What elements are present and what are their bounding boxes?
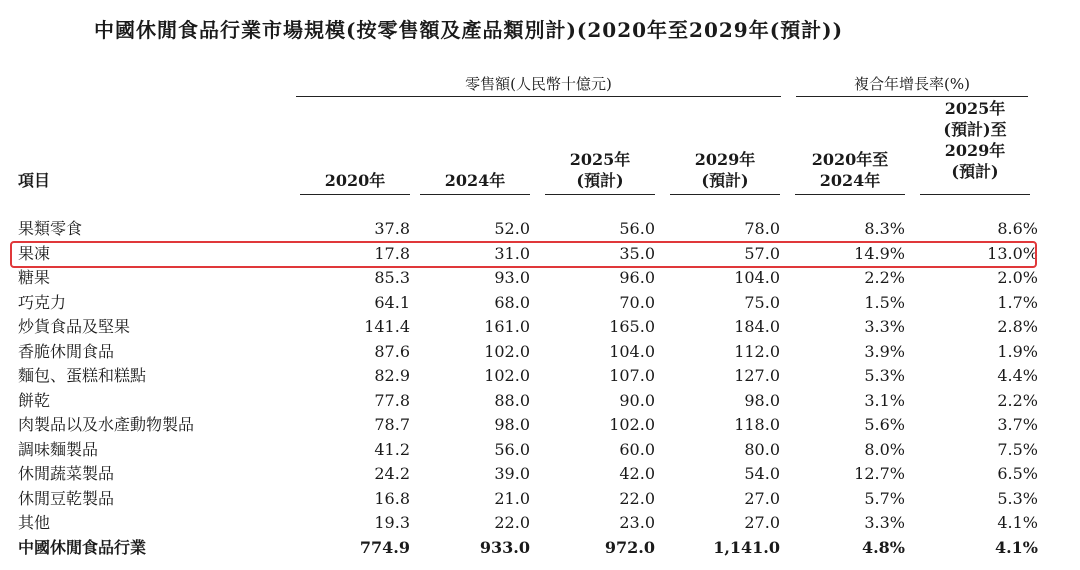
cell-cagr-2020-2024: 14.9% xyxy=(854,243,905,263)
cell-2029: 184.0 xyxy=(734,317,780,336)
column-header-2024: 2024年 xyxy=(444,171,506,190)
column-header-item: 項目 xyxy=(18,171,51,190)
table-row xyxy=(18,389,1038,414)
row-item: 休閒豆乾製品 xyxy=(18,488,115,508)
cell-2029: 78.0 xyxy=(744,219,780,238)
header-group-cagr-rule xyxy=(796,96,1028,97)
header-group-retail-rule xyxy=(296,96,781,97)
cell-2024: 68.0 xyxy=(494,292,530,312)
table-row xyxy=(18,487,1038,512)
header-group-cagr: 複合年增長率(%) xyxy=(854,75,970,93)
cell-cagr-2025-2029: 7.5% xyxy=(997,439,1038,459)
cell-2025: 23.0 xyxy=(619,513,655,532)
table-title: 中國休閒食品行業市場規模(按零售額及產品類別計)(2020年至2029年(預計)) xyxy=(94,18,844,42)
cell-cagr-2025-2029: 13.0% xyxy=(987,243,1038,263)
cell-2020: 41.2 xyxy=(374,439,410,459)
column-header-2029-rule xyxy=(670,194,780,195)
column-header-2029: 2029年 (預計) xyxy=(694,150,756,190)
cell-2024: 93.0 xyxy=(494,268,530,287)
cell-2024: 52.0 xyxy=(494,219,530,238)
cell-2020: 774.9 xyxy=(359,537,410,557)
cell-cagr-2020-2024: 3.9% xyxy=(864,341,905,361)
cell-2029: 118.0 xyxy=(734,415,780,434)
market-size-table xyxy=(18,217,1038,560)
cell-cagr-2020-2024: 4.8% xyxy=(861,537,905,557)
highlighted-row-box xyxy=(10,241,1037,268)
cell-cagr-2020-2024: 5.6% xyxy=(864,415,905,434)
row-item: 巧克力 xyxy=(18,292,67,312)
cell-2020: 78.7 xyxy=(374,415,410,434)
cell-2024: 98.0 xyxy=(494,415,530,434)
column-header-cagr-2025-2029: 2025年 (預計)至 2029年 (預計) xyxy=(943,99,1007,181)
cell-2024: 102.0 xyxy=(484,366,530,385)
cell-2029: 80.0 xyxy=(744,439,780,459)
cell-2025: 22.0 xyxy=(619,488,655,508)
row-item: 其他 xyxy=(18,513,51,532)
cell-2020: 82.9 xyxy=(374,366,410,385)
column-header-cagr-2020-2024-rule xyxy=(795,194,905,195)
table-row xyxy=(18,462,1038,487)
row-item: 麵包、蛋糕和糕點 xyxy=(18,366,147,385)
cell-2029: 1,141.0 xyxy=(713,537,780,557)
cell-2024: 56.0 xyxy=(494,439,530,459)
row-item: 調味麵製品 xyxy=(18,439,99,459)
cell-2020: 17.8 xyxy=(374,243,410,263)
cell-2025: 90.0 xyxy=(619,390,655,410)
cell-cagr-2025-2029: 4.1% xyxy=(994,537,1038,557)
cell-cagr-2020-2024: 5.7% xyxy=(864,488,905,508)
row-item: 肉製品以及水產動物製品 xyxy=(18,415,195,434)
table-row xyxy=(18,266,1038,291)
cell-cagr-2020-2024: 1.5% xyxy=(864,292,905,312)
cell-cagr-2025-2029: 6.5% xyxy=(997,464,1038,483)
cell-cagr-2020-2024: 8.0% xyxy=(864,439,905,459)
row-item: 中國休閒食品行業 xyxy=(18,537,147,557)
cell-2024: 161.0 xyxy=(484,317,530,336)
cell-cagr-2025-2029: 1.7% xyxy=(997,292,1038,312)
cell-cagr-2025-2029: 4.1% xyxy=(997,513,1038,532)
cell-2029: 27.0 xyxy=(744,488,780,508)
cell-2029: 57.0 xyxy=(744,243,780,263)
table-row xyxy=(18,438,1038,463)
cell-2024: 31.0 xyxy=(494,243,530,263)
cell-2024: 88.0 xyxy=(494,390,530,410)
cell-2025: 972.0 xyxy=(604,537,655,557)
cell-2025: 56.0 xyxy=(619,219,655,238)
column-header-2020-rule xyxy=(300,194,410,195)
table-row xyxy=(18,364,1038,389)
table-row xyxy=(18,315,1038,340)
cell-2029: 75.0 xyxy=(744,292,780,312)
cell-cagr-2020-2024: 12.7% xyxy=(854,464,905,483)
cell-2025: 35.0 xyxy=(619,243,655,263)
cell-cagr-2025-2029: 2.0% xyxy=(997,268,1038,287)
cell-cagr-2025-2029: 2.8% xyxy=(997,317,1038,336)
cell-cagr-2020-2024: 5.3% xyxy=(864,366,905,385)
cell-2029: 54.0 xyxy=(744,464,780,483)
cell-2020: 19.3 xyxy=(374,513,410,532)
cell-2025: 102.0 xyxy=(609,415,655,434)
row-item: 香脆休閒食品 xyxy=(18,341,115,361)
table-row xyxy=(18,413,1038,438)
table-row xyxy=(18,291,1038,316)
column-header-2020: 2020年 xyxy=(324,171,386,190)
row-item: 餅乾 xyxy=(18,390,51,410)
cell-cagr-2025-2029: 5.3% xyxy=(997,488,1038,508)
cell-2029: 104.0 xyxy=(734,268,780,287)
row-item: 果凍 xyxy=(18,243,51,263)
cell-cagr-2020-2024: 2.2% xyxy=(864,268,905,287)
cell-cagr-2020-2024: 3.3% xyxy=(864,317,905,336)
cell-2020: 16.8 xyxy=(374,488,410,508)
cell-2025: 107.0 xyxy=(609,366,655,385)
table-row xyxy=(18,511,1038,536)
cell-cagr-2025-2029: 1.9% xyxy=(997,341,1038,361)
cell-2025: 60.0 xyxy=(619,439,655,459)
cell-2025: 70.0 xyxy=(619,292,655,312)
cell-2020: 37.8 xyxy=(374,219,410,238)
cell-2029: 27.0 xyxy=(744,513,780,532)
header-group-retail: 零售額(人民幣十億元) xyxy=(465,75,612,93)
cell-2020: 24.2 xyxy=(374,464,410,483)
table-row xyxy=(18,340,1038,365)
cell-2025: 165.0 xyxy=(609,317,655,336)
cell-2020: 141.4 xyxy=(364,317,410,336)
column-header-2025-rule xyxy=(545,194,655,195)
column-header-cagr-2020-2024: 2020年至 2024年 xyxy=(811,150,889,190)
row-item: 糖果 xyxy=(18,268,51,287)
row-item: 炒貨食品及堅果 xyxy=(18,317,131,336)
column-header-cagr-2025-2029-rule xyxy=(920,194,1030,195)
column-header-2024-rule xyxy=(420,194,530,195)
cell-2025: 96.0 xyxy=(619,268,655,287)
cell-cagr-2025-2029: 3.7% xyxy=(997,415,1038,434)
cell-2020: 64.1 xyxy=(374,292,410,312)
cell-cagr-2020-2024: 3.1% xyxy=(864,390,905,410)
cell-2024: 39.0 xyxy=(494,464,530,483)
cell-2020: 85.3 xyxy=(374,268,410,287)
column-header-2025: 2025年 (預計) xyxy=(569,150,631,190)
cell-2029: 127.0 xyxy=(734,366,780,385)
cell-2025: 42.0 xyxy=(619,464,655,483)
cell-2020: 77.8 xyxy=(374,390,410,410)
cell-2024: 102.0 xyxy=(484,341,530,361)
cell-cagr-2020-2024: 8.3% xyxy=(864,219,905,238)
row-item: 休閒蔬菜製品 xyxy=(18,464,115,483)
cell-2020: 87.6 xyxy=(374,341,410,361)
cell-cagr-2025-2029: 8.6% xyxy=(997,219,1038,238)
cell-2029: 112.0 xyxy=(734,341,780,361)
cell-2024: 933.0 xyxy=(479,537,530,557)
cell-2024: 21.0 xyxy=(494,488,530,508)
cell-2025: 104.0 xyxy=(609,341,655,361)
row-item: 果類零食 xyxy=(18,219,83,238)
table-total-row xyxy=(18,536,1038,561)
cell-2024: 22.0 xyxy=(494,513,530,532)
cell-cagr-2025-2029: 2.2% xyxy=(997,390,1038,410)
cell-2029: 98.0 xyxy=(744,390,780,410)
cell-cagr-2025-2029: 4.4% xyxy=(997,366,1038,385)
table-row xyxy=(18,217,1038,242)
cell-cagr-2020-2024: 3.3% xyxy=(864,513,905,532)
